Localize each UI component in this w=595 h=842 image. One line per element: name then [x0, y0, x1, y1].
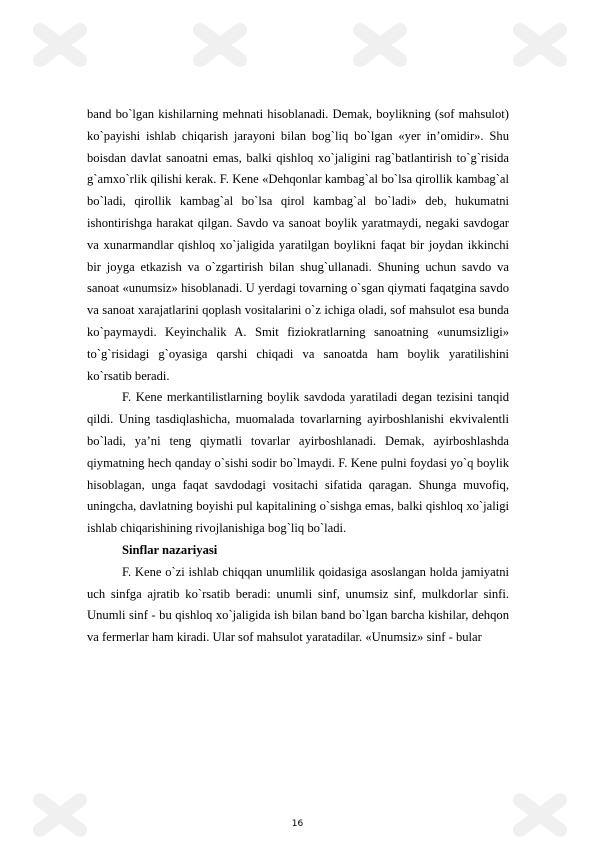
section-heading: Sinflar nazariyasi — [122, 542, 218, 557]
paragraph-1: band bo`lgan kishilarning mehnati hisoblanadi. Demak, boylikning (sof mahsulot) ko`payishi ishlab chiqarish jarayoni bilan bog`liq bo`lgan «yer in’omidir». Shu boisdan davlat sanoatni emas, balki qishloq xo`jaligini rag`batlantirish to`g`risida g`amxo`rlik qilishi kerak. F. Kene «Dehqonlar kambag`al bo`lsa qirollik kambag`al bo`ladi, qirollik kambag`al bo`lsa qirol kambag`al bo`ladi» deb, hukumatni ishontirishga harakat qilgan. Savdo va sanoat boylik yaratmaydi, negaki savdogar va xunarmandlar qishloq xo`jaligida yaratilgan boylikni faqat bir joydan ikkinchi bir joyga etkazish va o`zgartirish bilan shug`ullanadi. Shuning uchun savdo va sanoat «unumsiz» hisoblanadi. U yerdagi tovarning o`sgan qiymati faqatgina savdo va sanoat xarajatlarini qoplash vositalarini o`z ichiga oladi, sof mahsulot esa bunda ko`paymaydi. Keyinchalik A. Smit fiziokratlarning sanoatning «unumsizligi» to`g`risidagi g`oyasiga qarshi chiqadi va sanoatda ham boylik yaratilishini ko`rsatib beradi. — [87, 107, 509, 383]
document-body — [87, 104, 509, 649]
paragraph-2: F. Kene merkantilistlarning boylik savdoda yaratiladi degan tezisini tanqid qildi. Uning tasdiqlashicha, muomalada tovarlarning ayirboshlanishi ekvivalentli bo`ladi, ya’ni teng qiymatli tovarlar ayirboshlanadi. Demak, ayirboshlashda qiymatning hech qanday o`sishi sodir bo`lmaydi. F. Kene pulni foydasi yo`q boylik hisoblagan, unga faqat savdodagi vositachi sifatida qaragan. Shunga muvofiq, uningcha, davlatning boyishi pul kapitalining o`sishga emas, balki qishloq xo`jaligi ishlab chiqarishining rivojlanishiga bog`liq bo`ladi. — [87, 390, 509, 536]
paragraph-3: F. Kene o`zi ishlab chiqqan unumlilik qoidasiga asoslangan holda jamiyatni uch sinfga ajratib ko`rsatib beradi: unumli sinf, unumsiz sinf, mulkdorlar sinfi. Unumli sinf - bu qishloq xo`jaligida ish bilan band bo`lgan barcha kishilar, dehqon va fermerlar ham kiradi. Ular sof mahsulot yaratadilar. «Unumsiz» sinf - bular — [87, 564, 509, 645]
page-number: 16 — [291, 819, 304, 829]
